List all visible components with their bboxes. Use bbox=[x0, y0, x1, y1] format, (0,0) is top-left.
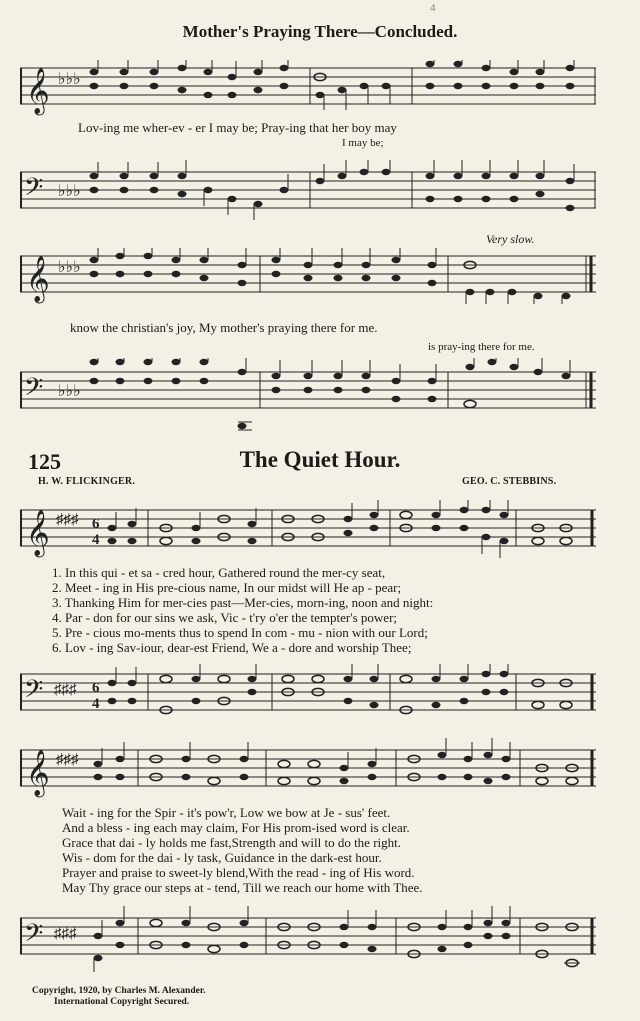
svg-text:♯♯♯: ♯♯♯ bbox=[54, 682, 77, 698]
verse-line-b-3: Grace that dai - ly holds me fast,Strength and will to do the right. bbox=[62, 835, 402, 850]
verse-line-b-6: May Thy grace our steps at - tend, Till we reach our home with Thee. bbox=[62, 880, 423, 895]
verse-line-a-5: 5. Pre - cious mo-ments thus to spend In com - mu - nion with our Lord; bbox=[52, 625, 428, 640]
part1-lyric-line-2: know the christian's joy, My mother's praying there for me. bbox=[70, 320, 378, 335]
svg-text:𝄞: 𝄞 bbox=[26, 750, 50, 795]
svg-text:𝄞: 𝄞 bbox=[26, 256, 50, 301]
hymn-treble-staff-2 bbox=[20, 738, 596, 802]
svg-text:6: 6 bbox=[92, 680, 100, 696]
verse-line-b-2: And a bless - ing each may claim, For His prom-ised word is clear. bbox=[62, 820, 410, 835]
bass-staff-2 bbox=[20, 358, 596, 438]
continued-title: Mother's Praying There—Concluded. bbox=[182, 22, 458, 41]
treble-staff-2 bbox=[20, 248, 596, 304]
part1-echo-1: I may be; bbox=[342, 137, 384, 149]
part1-lyric-line-1: Lov-ing me wher-ev - er I may be; Pray-ing that her boy may bbox=[78, 120, 397, 135]
svg-text:♭♭♭: ♭♭♭ bbox=[58, 183, 81, 200]
svg-text:𝄢: 𝄢 bbox=[24, 920, 44, 953]
svg-text:𝄢: 𝄢 bbox=[24, 676, 44, 709]
part1-echo-2: is pray-ing there for me. bbox=[428, 341, 535, 353]
author-credit: H. W. FLICKINGER. bbox=[38, 476, 136, 487]
svg-text:♯♯♯: ♯♯♯ bbox=[56, 752, 79, 768]
verse-line-a-6: 6. Lov - ing Sav-iour, dear-est Friend, We a - dore and worship Thee; bbox=[52, 640, 412, 655]
verse-line-a-1: 1. In this qui - et sa - cred hour, Gathered round the mer-cy seat, bbox=[52, 565, 386, 580]
hymn-number: 125 bbox=[28, 449, 61, 474]
time-signature: 6 4 bbox=[92, 516, 100, 548]
bass-staff-1 bbox=[20, 160, 596, 222]
svg-text:𝄢: 𝄢 bbox=[24, 374, 44, 407]
hymn-bass-staff-2 bbox=[20, 906, 596, 978]
verse-line-b-1: Wait - ing for the Spir - it's pow'r, Low we bow at Je - sus' feet. bbox=[62, 805, 391, 820]
svg-text:♯♯♯: ♯♯♯ bbox=[56, 512, 79, 528]
verse-line-a-4: 4. Par - don for our sins we ask, Vic - t'ry o'er the tempter's power; bbox=[52, 610, 398, 625]
svg-text:♭♭♭: ♭♭♭ bbox=[58, 259, 81, 276]
verse-line-a-3: 3. Thanking Him for mer-cies past—Mer-cies, morn-ing, noon and night: bbox=[52, 595, 434, 610]
composer-credit: GEO. C. STEBBINS. bbox=[462, 476, 557, 487]
hymn-title: The Quiet Hour. bbox=[239, 447, 401, 472]
tempo-marking: Very slow. bbox=[486, 232, 535, 246]
hymn-treble-staff-1 bbox=[20, 500, 596, 560]
copyright-line: Copyright, 1920, by Charles M. Alexander. bbox=[32, 986, 206, 996]
svg-text:4: 4 bbox=[92, 696, 100, 712]
svg-text:♯♯♯: ♯♯♯ bbox=[54, 926, 77, 942]
treble-staff-1 bbox=[20, 60, 596, 116]
copyright-secured-line: International Copyright Secured. bbox=[54, 997, 190, 1007]
hymn-bass-staff-1 bbox=[20, 664, 596, 724]
svg-text:𝄞: 𝄞 bbox=[26, 510, 50, 555]
svg-text:♭♭♭: ♭♭♭ bbox=[58, 383, 81, 400]
svg-text:♭♭♭: ♭♭♭ bbox=[58, 71, 81, 88]
svg-text:𝄞: 𝄞 bbox=[26, 68, 50, 114]
page-number: 4 bbox=[430, 2, 436, 14]
verse-line-b-4: Wis - dom for the dai - ly task, Guidance in the dark-est hour. bbox=[62, 850, 382, 865]
svg-text:𝄢: 𝄢 bbox=[24, 174, 44, 207]
verse-line-a-2: 2. Meet - ing in His pre-cious name, In our midst will He ap - pear; bbox=[52, 580, 402, 595]
verse-line-b-5: Prayer and praise to sweet-ly blend,With the read - ing of His word. bbox=[62, 865, 415, 880]
